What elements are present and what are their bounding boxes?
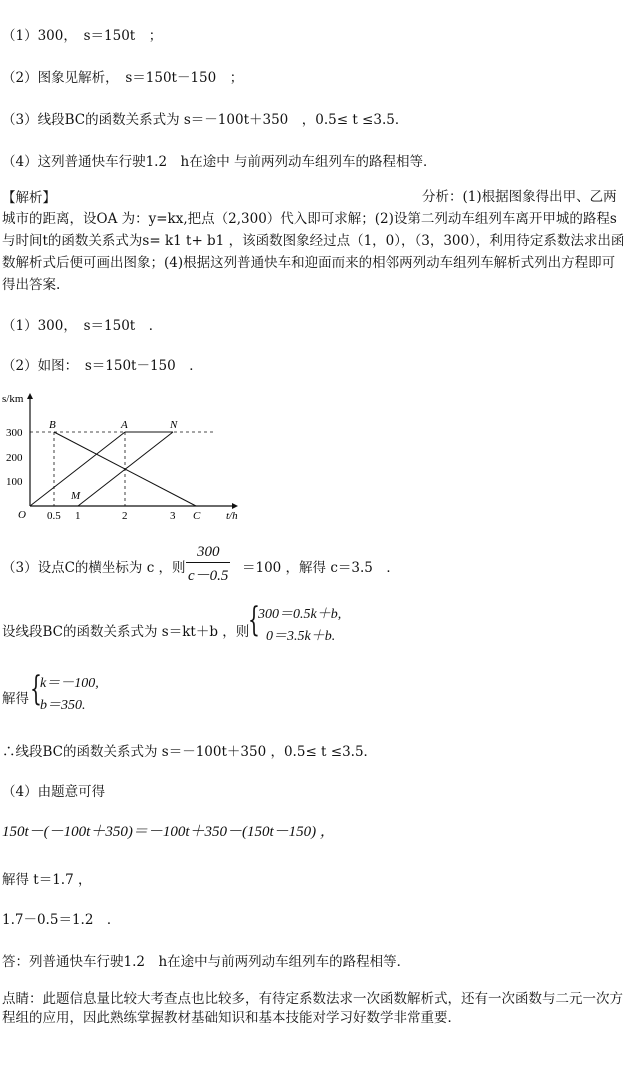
- y-axis-arrow: [27, 393, 33, 399]
- fraction-numerator: 300: [196, 544, 220, 560]
- solution-t-value: 解得 t＝1.7 ，: [2, 872, 92, 888]
- solution-bc-function: ∴线段BC的函数关系式为 s＝－100t＋350 ，0.5≤ t ≤3.5．: [2, 744, 378, 760]
- solution-system-intro: 设线段BC的函数关系式为 s＝kt＋b ，则: [2, 624, 250, 640]
- x-tick-1: 1: [75, 510, 81, 522]
- final-answer: 答：列普通快车行驶1.2 h在途中与前两列动车组列车的路程相等．: [2, 954, 411, 970]
- y-tick-300: 300: [6, 427, 23, 439]
- solution-part-4-intro: （4）由题意可得: [2, 784, 106, 800]
- solution-k: k＝－100,: [40, 676, 99, 691]
- answer-4: （4）这列普通快车行驶1.2 h在途中 与前两列动车组列车的路程相等．: [2, 154, 437, 170]
- fraction-300-over-c: [186, 544, 230, 585]
- point-label-C: C: [193, 510, 201, 522]
- x-axis-label: t/h: [226, 510, 238, 522]
- solution-part-3-prefix: （3）设点C的横坐标为 c ，则: [2, 560, 186, 576]
- answer-2: （2）图象见解析， s＝150t－150 ；: [2, 70, 244, 86]
- solution-difference: 1.7－0.5＝1.2 ．: [2, 912, 121, 928]
- solution-solve-label: 解得: [2, 691, 29, 707]
- system-solution: [40, 673, 99, 717]
- point-label-A: A: [121, 419, 128, 431]
- analysis-heading: 【解析】: [2, 190, 56, 206]
- left-brace: {: [30, 669, 42, 709]
- solution-equation: 150t－(－100t＋350)＝－100t＋350－(150t－150) ，: [2, 824, 335, 840]
- x-tick-3: 3: [170, 510, 176, 522]
- point-label-M: M: [71, 490, 81, 502]
- system-equations-1: [258, 604, 341, 648]
- solution-part-3-suffix: ＝100 ，解得 c＝3.5 ．: [242, 560, 400, 576]
- system-eq-2: 0＝3.5k＋b.: [266, 629, 336, 644]
- y-tick-100: 100: [6, 476, 23, 488]
- analysis-body: 分析：(1)根据图象得出甲、乙两城市的距离，设OA 为：y=kx,把点（2,300）代入即可求解；(2)设第二列动车组列车离开甲城的路程s与时间t的函数关系式为s= k1 t+ b1 ，该函数图象经过点（1，0），（3，300），利用待定系数法求出函数解析式后便可画出图象；(4)根据这列普通快车和迎面而来的相邻两列动车组列车解析式列出方程即可得出答案.: [2, 189, 625, 293]
- system-eq-1: 300＝0.5k＋b,: [258, 607, 342, 622]
- fraction-bar: [186, 562, 230, 563]
- function-graph: [0, 390, 250, 525]
- answer-1: （1）300， s＝150t ；: [2, 28, 163, 44]
- solution-part-2: （2）如图： s＝150t－150 ．: [2, 358, 203, 374]
- point-label-N: N: [170, 419, 178, 431]
- solution-part-1: （1）300， s＝150t ．: [2, 318, 163, 334]
- fraction-denominator: c－0.5: [188, 568, 229, 584]
- left-brace: {: [248, 600, 260, 640]
- solution-b: b＝350.: [40, 698, 86, 713]
- x-axis-arrow: [232, 503, 238, 509]
- comment-note: 点睛：此题信息量比较大考查点也比较多，有待定系数法求一次函数解析式，还有一次函数与二元一次方程组的应用，因此熟练掌握教材基础知识和基本技能对学习好数学非常重要．: [2, 991, 623, 1026]
- origin-label: O: [18, 509, 26, 521]
- y-axis-label: s/km: [2, 393, 24, 405]
- y-tick-200: 200: [6, 452, 23, 464]
- x-tick-2: 2: [122, 510, 128, 522]
- line-MN: [78, 432, 173, 506]
- point-label-B: B: [49, 419, 56, 431]
- x-tick-0.5: 0.5: [47, 510, 61, 522]
- answer-3: （3）线段BC的函数关系式为 s＝－100t＋350 ，0.5≤ t ≤3.5．: [2, 112, 409, 128]
